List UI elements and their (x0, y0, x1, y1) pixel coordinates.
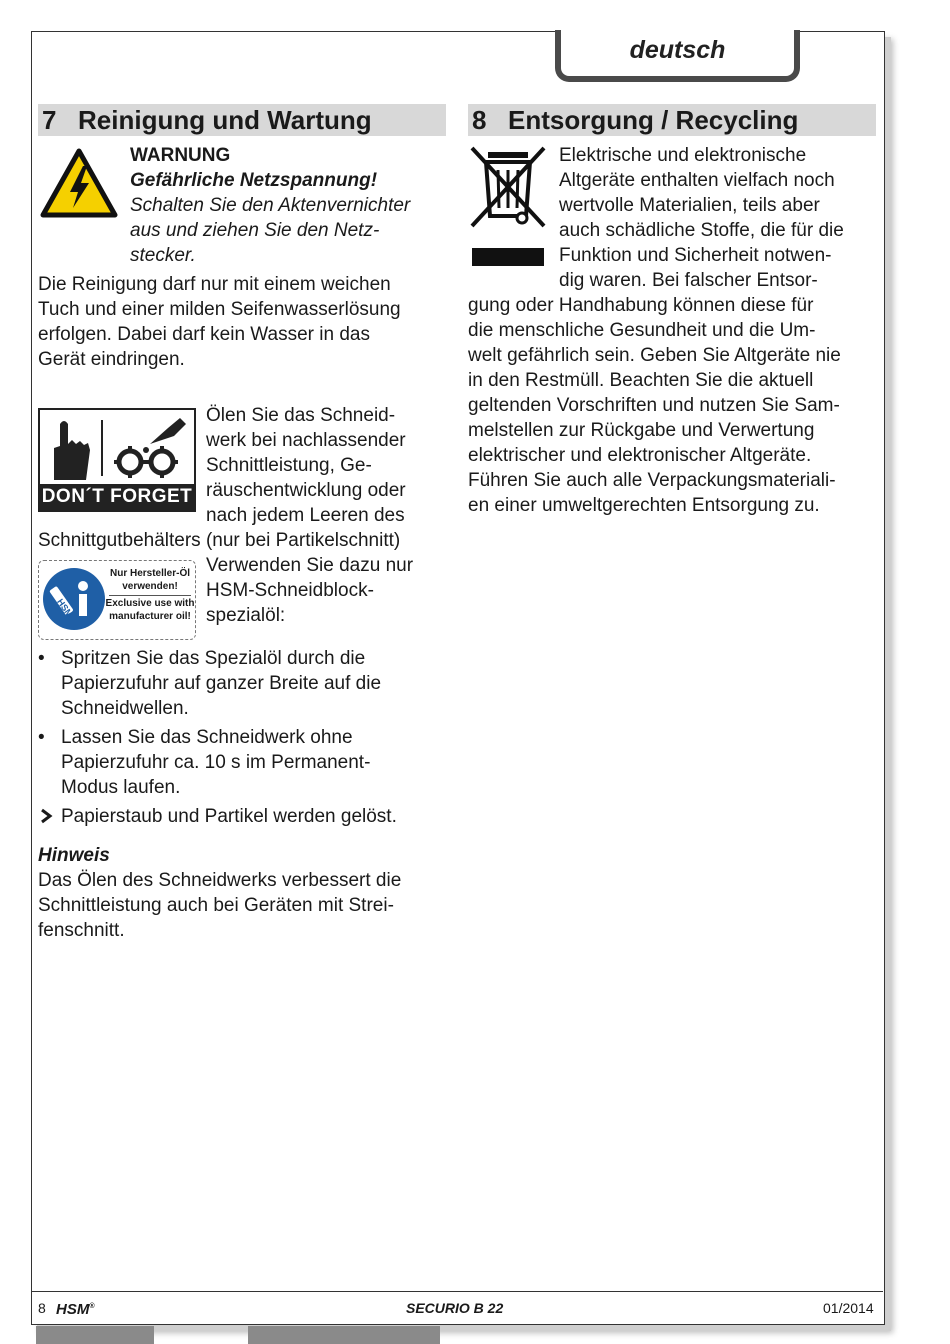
bottom-tab-strip (248, 1326, 440, 1344)
disposal-text-line: elektrischer und elektronischer Altgeräte. (468, 445, 812, 466)
language-tab (555, 30, 800, 82)
sticker-line: manufacturer oil! (109, 611, 191, 622)
disposal-text-line: Funktion und Sicherheit notwen- (559, 245, 832, 266)
cleaning-text-line: erfolgen. Dabei darf kein Wasser in das (38, 324, 370, 345)
warning-text-line: Schalten Sie den Aktenvernichter (130, 195, 411, 216)
disposal-text-line: welt gefährlich sein. Geben Sie Altgeräte nie (468, 345, 841, 366)
cleaning-text-line: Tuch und einer milden Seifenwasserlösung (38, 299, 401, 320)
note-text-line: Das Ölen des Schneidwerks verbessert die (38, 870, 402, 891)
sticker-line: verwenden! (122, 581, 178, 592)
result-arrow-icon (38, 808, 54, 824)
bullet-1-line: Papierzufuhr auf ganzer Breite auf die (61, 673, 382, 694)
disposal-text-line: Elektrische und elektronische (559, 145, 807, 166)
section-7-title: Reinigung und Wartung (78, 105, 372, 135)
section-8-heading (468, 104, 876, 136)
brand-name: HSM (56, 1301, 90, 1318)
note-text-line: fenschnitt. (38, 920, 125, 941)
oil-text-line: spezialöl: (206, 605, 286, 626)
note-title: Hinweis (38, 845, 110, 866)
disposal-text-line: wertvolle Materialien, teils aber (559, 195, 820, 216)
oil-text-line: nach jedem Leeren des (206, 505, 405, 526)
warning-text-line: aus und ziehen Sie den Netz- (130, 220, 380, 241)
section-7-number: 7 (42, 105, 57, 135)
section-7-heading (38, 104, 446, 136)
warning-triangle-icon (40, 148, 118, 218)
brand-registered-mark: ® (89, 1303, 95, 1310)
bullet-2-line: Lassen Sie das Schneidwerk ohne (61, 727, 353, 748)
product-name: SECURIO B 22 (406, 1300, 504, 1316)
disposal-text-line: Führen Sie auch alle Verpackungsmateriali- (468, 470, 836, 491)
footer-date: 01/2014 (823, 1300, 874, 1316)
disposal-text-line: die menschliche Gesundheit und die Um- (468, 320, 816, 341)
oil-text-line: HSM-Schneidblock- (206, 580, 374, 601)
brand-logo (56, 1298, 95, 1319)
warning-label: WARNUNG (130, 145, 231, 166)
bullet-dot: • (38, 727, 45, 748)
sticker-hsm-badge: HSM (55, 596, 75, 620)
info-icon (43, 568, 105, 630)
note-text-line: Schnittleistung auch bei Geräten mit Strei- (38, 895, 394, 916)
oil-text-line: Verwenden Sie dazu nur (206, 555, 414, 576)
bullet-1-line: Spritzen Sie das Spezialöl durch die (61, 648, 366, 669)
footer-rule (31, 1291, 883, 1292)
manufacturer-oil-sticker (38, 560, 196, 640)
warning-text-line: stecker. (130, 245, 196, 266)
oil-text-line: Schnittgutbehälters (nur bei Partikelschnitt) (38, 530, 401, 551)
disposal-text-line: in den Restmüll. Beachten Sie die aktuell (468, 370, 814, 391)
sticker-divider (109, 595, 191, 596)
section-8-number: 8 (472, 105, 487, 135)
bullet-2-line: Papierzufuhr ca. 10 s im Permanent- (61, 752, 371, 773)
sticker-line: Exclusive use with (105, 598, 195, 609)
oil-text-line: Ölen Sie das Schneid- (206, 405, 396, 426)
oil-text-line: Schnittleistung, Ge- (206, 455, 372, 476)
disposal-text-line: Altgeräte enthalten vielfach noch (559, 170, 835, 191)
disposal-text-line: auch schädliche Stoffe, die für die (559, 220, 844, 241)
bullet-dot: • (38, 648, 45, 669)
oil-text-line: räuschentwicklung oder (206, 480, 406, 501)
disposal-text-line: melstellen zur Rückgabe und Verwertung (468, 420, 815, 441)
sticker-text (105, 567, 195, 623)
weee-bin-icon (468, 146, 548, 268)
disposal-text-line: en einer umweltgerechten Entsorgung zu. (468, 495, 820, 516)
dont-forget-oil-icon (38, 408, 196, 512)
dont-forget-label: DON´T FORGET (40, 484, 194, 510)
bullet-1-line: Schneidwellen. (61, 698, 189, 719)
section-8-title: Entsorgung / Recycling (508, 105, 799, 135)
cleaning-text-line: Die Reinigung darf nur mit einem weichen (38, 274, 391, 295)
language-label: deutsch (629, 36, 726, 64)
bottom-tab-strip (36, 1326, 154, 1344)
warning-title: Gefährliche Netzspannung! (130, 170, 378, 191)
oil-text-line: werk bei nachlassender (206, 430, 406, 451)
sticker-line: Nur Hersteller-Öl (109, 568, 191, 579)
bullet-2-line: Modus laufen. (61, 777, 181, 798)
disposal-text-line: geltenden Vorschriften und nutzen Sie Sam- (468, 395, 840, 416)
page-number: 8 (38, 1300, 46, 1316)
result-text: Papierstaub und Partikel werden gelöst. (61, 806, 397, 827)
disposal-text-line: gung oder Handhabung können diese für (468, 295, 814, 316)
disposal-text-line: dig waren. Bei falscher Entsor- (559, 270, 818, 291)
cleaning-text-line: Gerät eindringen. (38, 349, 185, 370)
